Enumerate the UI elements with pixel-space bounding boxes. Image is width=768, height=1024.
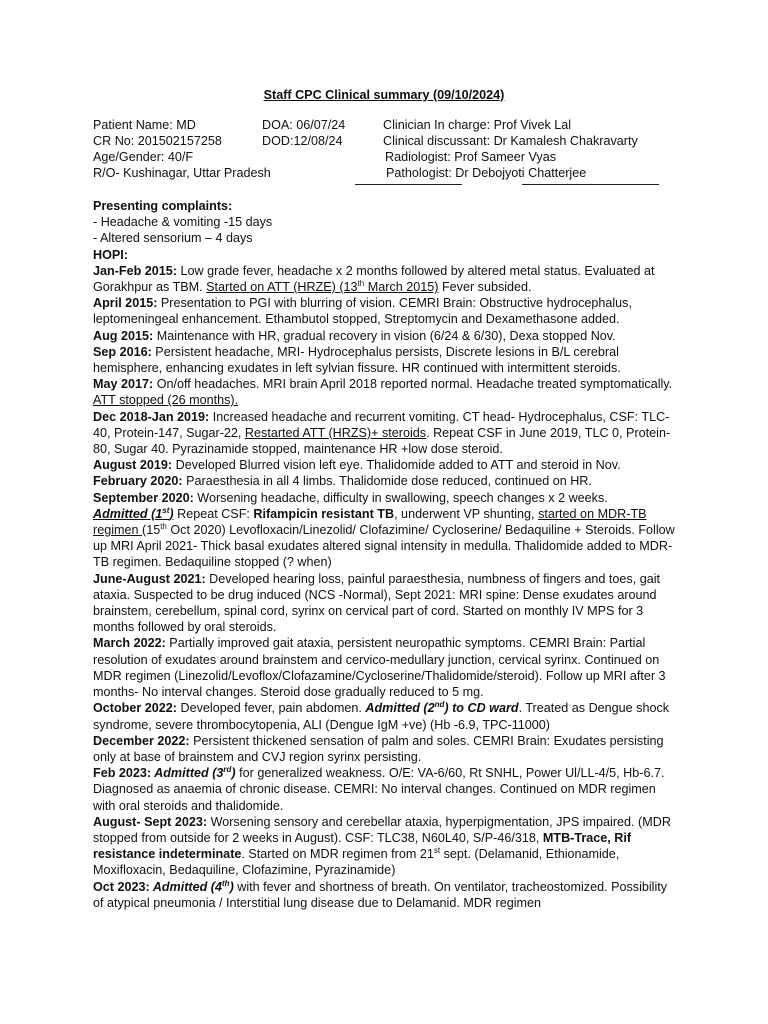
entry-date: October 2022: <box>93 701 177 716</box>
entry-date: August- Sept 2023: <box>93 814 208 829</box>
clinical-discussant: Clinical discussant: Dr Kamalesh Chakravarty <box>383 134 638 148</box>
history-entry: August 2019: Developed Blurred vision left eye. Thalidomide added to ATT and steroid in Nov. <box>93 458 621 473</box>
history-entry: Feb 2023: Admitted (3rd) for generalized weakness. O/E: VA-6/60, Rt SNHL, Power Ul/LL-4/5, Hb-6.7. Diagnosed as anaemia of chronic disease. CEMRI: No interval changes. Continued on MDR regimen with oral steroids and thalidomide. <box>93 764 665 813</box>
entry-date: April 2015: <box>93 296 158 311</box>
history-entry: March 2022: Partially improved gait ataxia, persistent neuropathic symptoms. CEMRI Brain: Partial resolution of exudates around brainstem and cervico-medullary junction, cervical syrinx. Continued on MDR regimen (Linezolid/Levoflox/Clofazamine/Cycloserine/Thalidomide/steroid). Follow up MRI after 3 months- No interval changes. Steroid dose gradually reduced to 5 mg. <box>93 636 666 700</box>
history-entry: August- Sept 2023: Worsening sensory and cerebellar ataxia, hyperpigmentation, JPS impaired. (MDR stopped from outside for 2 weeks in August). CSF: TLC38, N60L40, S/P-46/318, MTB-Trace, Rif resistance indeterminate. Started on MDR regimen from 21st sept. (Delamanid, Ethionamide, Moxifloxacin, Bedaquiline, Clofazimine, Pyrazinamide) <box>93 814 671 878</box>
pathologist: Pathologist: Dr Debojyoti Chatterjee <box>386 166 587 180</box>
entry-date: May 2017: <box>93 377 154 392</box>
cr-number: CR No: 201502157258 <box>93 134 222 148</box>
history-entry: September 2020: Worsening headache, difficulty in swallowing, speech changes x 2 weeks. <box>93 490 608 505</box>
entry-date: Dec 2018-Jan 2019: <box>93 409 210 424</box>
entry-date: Feb 2023: <box>93 766 152 781</box>
history-entry: Jan-Feb 2015: Low grade fever, headache x 2 months followed by altered metal status. Evaluated at Gorakhpur as TBM. Started on ATT (HRZE) (13th March 2015) Fever subsided. <box>93 263 655 295</box>
entry-date: Jan-Feb 2015: <box>93 263 177 278</box>
history-entry: Aug 2015: Maintenance with HR, gradual recovery in vision (6/24 & 6/30), Dexa stopped Nov. <box>93 328 616 343</box>
history-entry: December 2022: Persistent thickened sensation of palm and soles. CEMRI Brain: Exudates persisting only at base of brainstem and CVJ region syrinx persisting. <box>93 733 664 764</box>
history-entry: April 2015: Presentation to PGI with blurring of vision. CEMRI Brain: Obstructive hydrocephalus, leptomeningeal enhancement. Ethambutol stopped, Streptomycin and Dexamethasone added. <box>93 296 632 327</box>
header-divider <box>355 184 462 185</box>
hopi-heading: HOPI: <box>93 247 128 262</box>
age-gender: Age/Gender: 40/F <box>93 150 194 164</box>
entry-date: December 2022: <box>93 733 190 748</box>
history-entry: October 2022: Developed fever, pain abdomen. Admitted (2nd) to CD ward. Treated as Dengue shock syndrome, severe thrombocytopenia, ALI (Dengue IgM +ve) (Hb -6.9, TPC-11000) <box>93 700 670 732</box>
history-entry: June-August 2021: Developed hearing loss, painful paraesthesia, numbness of fingers and toes, gait ataxia. Suspected to be drug induced (NCS -Normal), Sept 2021: MRI spine: Dense exudates around brainstem, cerebellum, spinal cord, syrinx on cervical part of cord. Started on monthly IV MPS for 3 months followed by oral steroids. <box>93 571 661 635</box>
history-entry: February 2020: Paraesthesia in all 4 limbs. Thalidomide dose reduced, continued on HR. <box>93 474 592 489</box>
entry-date: August 2019: <box>93 458 173 473</box>
complaint-item: - Headache & vomiting -15 days <box>93 215 273 230</box>
entry-date: February 2020: <box>93 474 183 489</box>
complaints-heading: Presenting complaints: <box>93 199 233 213</box>
entry-date: March 2022: <box>93 636 166 651</box>
clinical-summary-body <box>93 198 678 911</box>
history-entry: Dec 2018-Jan 2019: Increased headache and recurrent vomiting. CT head- Hydrocephalus, CSF: TLC-40, Protein-147, Sugar-22, Restarted ATT (HRZS)+ steroids. Repeat CSF in June 2019, TLC 0, Protein-80, Sugar 40. Pyrazinamide stopped, maintenance HR +low dose steroid. <box>93 409 671 457</box>
complaint-item: - Altered sensorium – 4 days <box>93 231 253 246</box>
radiologist: Radiologist: Prof Sameer Vyas <box>385 150 557 164</box>
entry-date: September 2020: <box>93 490 194 505</box>
history-entry: Sep 2016: Persistent headache, MRI- Hydrocephalus persists, Discrete lesions in B/L cerebral hemisphere, enhancing exudates in left sylvian fissure. HR continued with intermittent steroids. <box>93 344 621 376</box>
entry-date: Oct 2023: <box>93 879 150 894</box>
entry-date: Sep 2016: <box>93 344 152 359</box>
history-entry: Admitted (1st) Repeat CSF: Rifampicin resistant TB, underwent VP shunting, started on MDR-TB regimen (15th Oct 2020) Levofloxacin/Linezolid/ Clofazimine/ Cycloserine/ Bedaquiline + Steroids. Follow up MRI April 2021- Thick basal exudates altered signal intensity in medulla. Thalidomide added to MDR-TB regimen. Bedaquiline stopped (? when) <box>93 505 675 570</box>
date-of-admission: DOA: 06/07/24 <box>262 118 346 132</box>
entry-date: June-August 2021: <box>93 571 206 586</box>
entry-date: Aug 2015: <box>93 328 154 343</box>
residence: R/O- Kushinagar, Uttar Pradesh <box>93 166 271 180</box>
admission-note: Admitted (3 <box>151 766 224 781</box>
date-of-discharge: DOD:12/08/24 <box>262 134 343 148</box>
history-entry: Oct 2023: Admitted (4th) with fever and shortness of breath. On ventilator, tracheostomized. Possibility of atypical pneumonia / Interstitial lung disease due to Delamanid. MDR regimen <box>93 878 668 910</box>
header-divider <box>522 184 659 185</box>
patient-name: Patient Name: MD <box>93 118 196 132</box>
admission-note: Admitted (1 <box>93 506 163 521</box>
admission-note: Admitted (2 <box>365 701 435 716</box>
admission-note: Admitted (4 <box>149 879 223 894</box>
document-title: Staff CPC Clinical summary (09/10/2024) <box>263 88 505 102</box>
clinician-in-charge: Clinician In charge: Prof Vivek Lal <box>383 118 572 132</box>
history-entry: May 2017: On/off headaches. MRI brain April 2018 reported normal. Headache treated symptomatically. ATT stopped (26 months). <box>93 377 673 408</box>
